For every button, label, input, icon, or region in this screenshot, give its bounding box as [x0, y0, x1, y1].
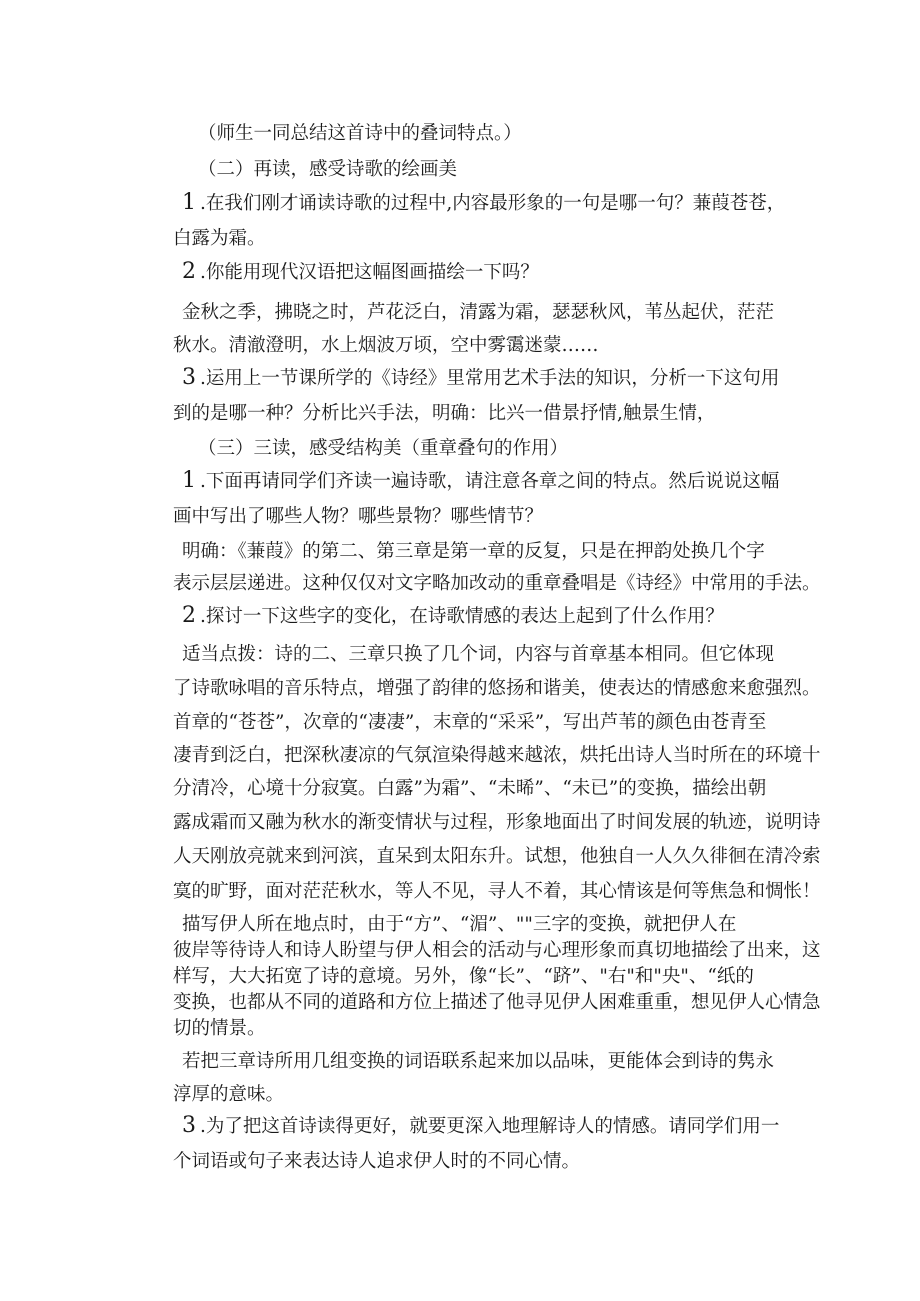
text-line: 金秋之季，拂晓之时，芦花泛白，清露为霜，瑟瑟秋风，苇丛起伏，茫茫 [182, 302, 775, 323]
question-number: 1 [182, 190, 196, 215]
text-line: 样写，大大拓宽了诗的意境。另外，像“长”、“跻”、"右"和"央"、“纸的 [173, 966, 754, 987]
text-line: 明确：《蒹葭》的第二、第三章是第一章的反复，只是在押韵处换几个字 [182, 541, 765, 562]
text-line: 个词语或句子来表达诗人追求伊人时的不同心情。 [173, 1151, 581, 1172]
text-line: （师生一同总结这首诗中的叠词特点。） [198, 123, 522, 144]
question-number: 2 [182, 603, 196, 628]
text-line: 切的情景。 [173, 1018, 266, 1039]
text-line: 分清冷，心境十分寂寞。白露”为霜”、“未晞”、“未已”的变换，描绘出朝 [173, 778, 767, 799]
text-line: 凄青到泛白，把深秋凄凉的气氛渲染得越来越浓，烘托出诗人当时所在的环境十 [173, 745, 821, 766]
text-line: 到的是哪一种？分析比兴手法，明确：比兴一借景抒情,触景生情， [173, 403, 716, 424]
text-line: 描写伊人所在地点时，由于“方”、“湄”、""三字的变换，就把伊人在 [182, 914, 737, 935]
question-number: 1 [182, 468, 196, 493]
question-text: .下面再请同学们齐读一遍诗歌，请注意各章之间的特点。然后说说这幅 [200, 471, 780, 492]
question-number: 3 [182, 365, 196, 390]
question-number: 2 [182, 259, 196, 284]
question-text: .你能用现代汉语把这幅图画描绘一下吗？ [200, 262, 539, 283]
question-text: .为了把这首诗读得更好，就要更深入地理解诗人的情感。请同学们用一 [200, 1116, 780, 1137]
question-line [182, 366, 779, 391]
question-line [182, 604, 724, 629]
question-text: .探讨一下这些字的变化，在诗歌情感的表达上起到了什么作用？ [200, 606, 724, 627]
text-line: 白露为霜。 [173, 228, 266, 249]
text-line: 画中写出了哪些人物？哪些景物？哪些情节？ [173, 506, 544, 527]
question-text: .在我们刚才诵读诗歌的过程中,内容最形象的一句是哪一句？蒹葭苍苍， [200, 193, 786, 214]
question-line [182, 1114, 779, 1139]
question-line [182, 469, 779, 494]
text-line: 寞的旷野，面对茫茫秋水，等人不见，寻人不着，其心情该是何等焦急和惆怅！ [173, 881, 821, 902]
section-heading: （三）三读，感受结构美（重章叠句的作用） [198, 438, 569, 459]
text-line: 淳厚的意味。 [173, 1084, 285, 1105]
question-number: 3 [182, 1113, 196, 1138]
text-line: 了诗歌咏唱的音乐特点，增强了韵律的悠扬和谐美，使表达的情感愈来愈强烈。 [173, 678, 821, 699]
text-line: 秋水。清澈澄明，水上烟波万顷，空中雾霭迷蒙…… [173, 335, 599, 356]
section-heading: （二）再读，感受诗歌的绘画美 [198, 159, 458, 180]
question-line [182, 260, 539, 285]
text-line: 人天刚放亮就来到河滨，直呆到太阳东升。试想，他独自一人久久徘徊在清冷索 [173, 846, 821, 867]
text-line: 首章的“苍苍”，次章的“凄凄”，末章的“采采”，写出芦苇的颜色由苍青至 [173, 712, 767, 733]
text-line: 若把三章诗所用几组变换的词语联系起来加以品味，更能体会到诗的隽永 [182, 1051, 775, 1072]
text-line: 露成霜而又融为秋水的渐变情状与过程，形象地面出了时间发展的轨迹，说明诗 [173, 812, 821, 833]
text-line: 变换，也都从不同的道路和方位上描述了他寻见伊人困难重重，想见伊人心情急 [173, 992, 821, 1013]
question-line [182, 191, 785, 216]
text-line: 彼岸等待诗人和诗人盼望与伊人相会的活动与心理形象而真切地描绘了出来，这 [173, 940, 821, 961]
text-line: 适当点拨：诗的二、三章只换了几个词，内容与首章基本相同。但它体现 [182, 644, 775, 665]
text-line: 表示层层递进。这种仅仅对文字略加改动的重章叠唱是《诗经》中常用的手法。 [173, 573, 821, 594]
question-text: .运用上一节课所学的《诗经》里常用艺术手法的知识，分析一下这句用 [200, 368, 780, 389]
